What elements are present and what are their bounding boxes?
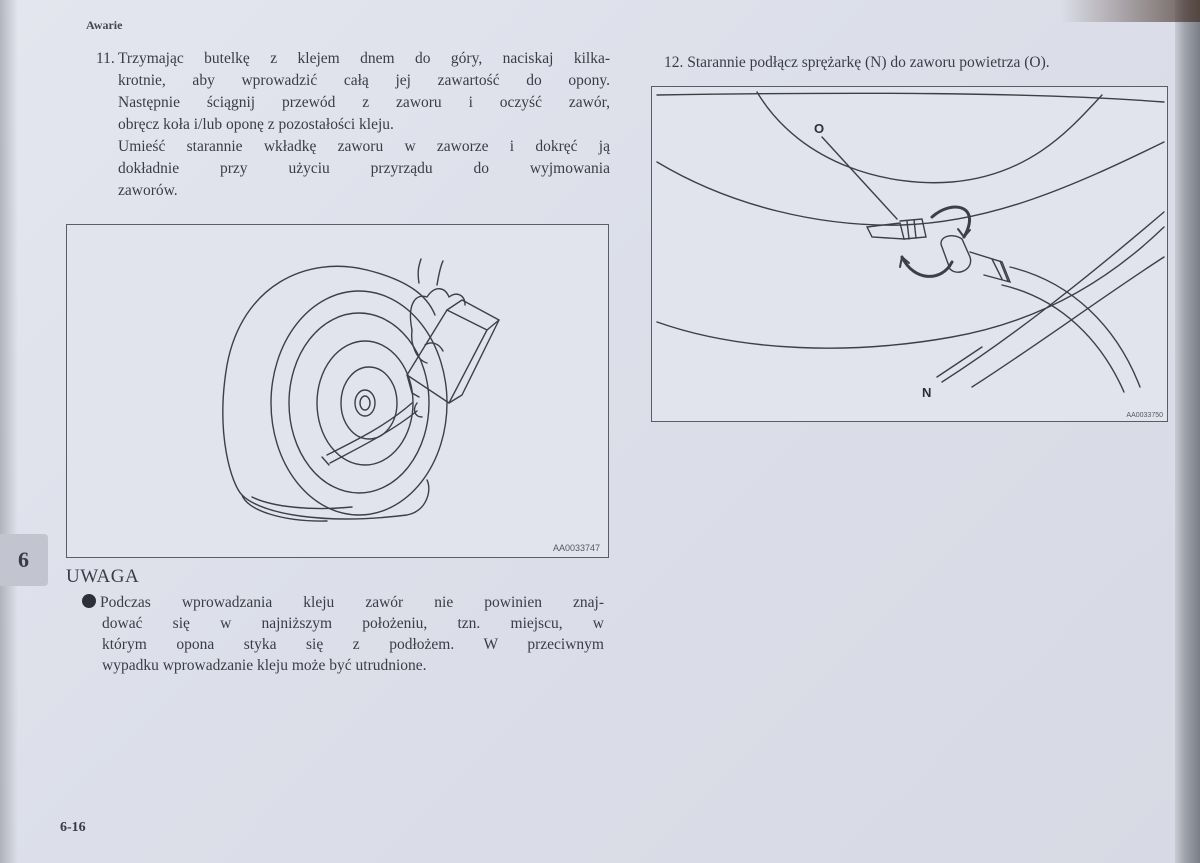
- label-compressor-n: N: [922, 385, 932, 400]
- figure-tyre-sealant: [66, 224, 609, 558]
- step-11-line: krotnie, aby wprowadzić całą jej zawartość do opony.: [118, 72, 610, 89]
- tyre-sealant-illustration: [67, 225, 608, 557]
- note-body: [82, 592, 604, 676]
- step-11-line: Następnie ściągnij przewód z zaworu i oczyść zawór,: [118, 94, 610, 111]
- chapter-number: 6: [18, 547, 29, 572]
- step-12: [664, 52, 1174, 74]
- note-line: wypadku wprowadzanie kleju może być utrudnione.: [102, 657, 427, 674]
- figure-2-code: AA0033750: [1126, 412, 1163, 419]
- corner-shadow: [1060, 0, 1200, 22]
- page-number: 6-16: [60, 820, 86, 835]
- note-line: którym opona styka się z podłożem. W przeciwnym: [102, 636, 604, 653]
- step-11-line: Trzymając butelkę z klejem dnem do góry, naciskaj kilka-: [118, 50, 610, 67]
- note-line: Podczas wprowadzania kleju zawór nie powinien znaj-: [100, 594, 604, 611]
- step-11: [96, 48, 610, 202]
- figure-1-code: AA0033747: [552, 543, 600, 553]
- figure-compressor-valve: [651, 86, 1168, 422]
- page-edge: [1175, 0, 1200, 863]
- step-11-line: obręcz koła i/lub oponę z pozostałości kleju.: [118, 116, 394, 133]
- note-line: dować się w najniższym położeniu, tzn. miejscu, w: [102, 615, 604, 632]
- note-title: UWAGA: [66, 566, 140, 587]
- label-valve-o: O: [814, 121, 825, 136]
- step-11-line: Umieść starannie wkładkę zaworu w zaworze i dokręć ją: [118, 138, 610, 155]
- step-11-number: 11.: [96, 50, 115, 67]
- step-12-number: 12.: [664, 54, 684, 71]
- step-11-line: zaworów.: [118, 182, 178, 199]
- step-11-line: dokładnie przy użyciu przyrządu do wyjmowania: [118, 160, 610, 177]
- page-shadow: [0, 0, 18, 863]
- bullet-icon: [82, 594, 96, 608]
- section-header: Awarie: [86, 18, 123, 32]
- step-12-text: Starannie podłącz sprężarkę (N) do zaworu powietrza (O).: [687, 54, 1050, 71]
- compressor-valve-illustration: [652, 87, 1167, 421]
